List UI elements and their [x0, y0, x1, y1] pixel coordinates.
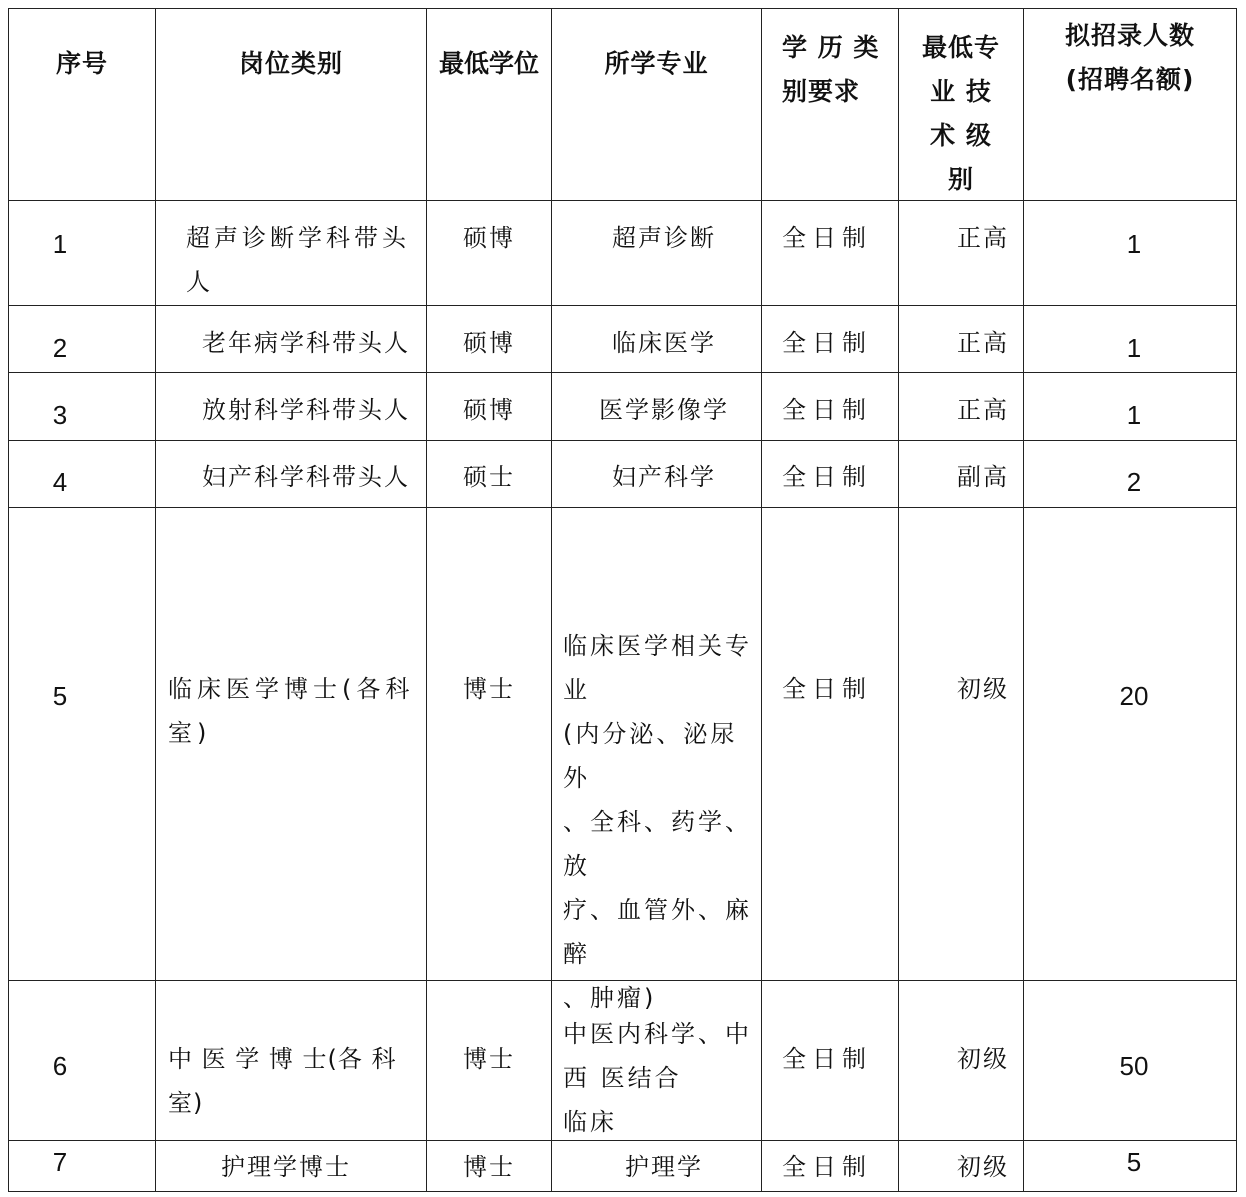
- row3-degree: 硕博: [463, 396, 515, 424]
- header-education-type: 学 历 类 别要求: [782, 33, 880, 106]
- header-tech-level: 最低专 业 技 术 级 别: [921, 33, 1000, 194]
- row7-position: 护理学博士: [221, 1153, 351, 1181]
- row2-position: 老年病学科带头人: [202, 329, 410, 357]
- header-major: 所学专业: [604, 49, 709, 78]
- row4-tech-level: 副高: [957, 463, 1009, 491]
- row7-quota: 5: [1126, 1147, 1142, 1177]
- row3-quota: 1: [1126, 400, 1142, 430]
- row1-tech-level: 正高: [957, 224, 1009, 252]
- column-divider: [551, 8, 552, 1192]
- row5-quota: 20: [1119, 681, 1149, 711]
- header-position: 岗位类别: [238, 49, 343, 78]
- row5-tech-level: 初级: [957, 675, 1009, 703]
- row5-education-type: 全日制: [782, 675, 872, 703]
- row5-index: 5: [52, 681, 68, 711]
- row4-quota: 2: [1126, 467, 1142, 497]
- row-divider: [8, 440, 1237, 441]
- column-divider: [155, 8, 156, 1192]
- row2-tech-level: 正高: [957, 329, 1009, 357]
- row7-major: 护理学: [625, 1153, 703, 1181]
- table-border-left: [8, 8, 9, 1192]
- row-divider: [8, 305, 1237, 306]
- row3-tech-level: 正高: [957, 396, 1009, 424]
- row6-index: 6: [52, 1051, 68, 1081]
- row3-position: 放射科学科带头人: [202, 396, 410, 424]
- row3-major: 医学影像学: [599, 396, 729, 424]
- table-border-bottom: [8, 1191, 1237, 1192]
- row7-index: 7: [52, 1147, 68, 1177]
- row2-major: 临床医学: [612, 329, 716, 357]
- row-divider: [8, 507, 1237, 508]
- row3-education-type: 全日制: [782, 396, 872, 424]
- row1-position: 超声诊断学科带头 人: [186, 224, 410, 296]
- row7-tech-level: 初级: [957, 1153, 1009, 1181]
- row1-education-type: 全日制: [782, 224, 872, 252]
- column-divider: [426, 8, 427, 1192]
- row6-quota: 50: [1119, 1051, 1149, 1081]
- row6-education-type: 全日制: [782, 1045, 872, 1073]
- row1-index: 1: [52, 229, 68, 259]
- row2-index: 2: [52, 333, 68, 363]
- row3-index: 3: [52, 400, 68, 430]
- row4-education-type: 全日制: [782, 463, 872, 491]
- column-divider: [1023, 8, 1024, 1192]
- row1-quota: 1: [1126, 229, 1142, 259]
- row1-major: 超声诊断: [612, 224, 716, 252]
- row6-degree: 博士: [463, 1045, 515, 1073]
- row4-position: 妇产科学科带头人: [202, 463, 410, 491]
- row7-degree: 博士: [463, 1153, 515, 1181]
- column-divider: [761, 8, 762, 1192]
- table-border-top: [8, 8, 1237, 9]
- row5-major: 临床医学相关专 业 (内分泌、泌尿外 、全科、药学、 放 疗、血管外、麻 醉 、肿瘤): [563, 632, 752, 1012]
- header-degree: 最低学位: [438, 49, 539, 78]
- row2-education-type: 全日制: [782, 329, 872, 357]
- row2-degree: 硕博: [463, 329, 515, 357]
- table-border-right: [1236, 8, 1237, 1192]
- row4-index: 4: [52, 467, 68, 497]
- row1-degree: 硕博: [463, 224, 515, 252]
- row5-position: 临床医学博士(各科 室): [168, 675, 415, 747]
- row4-major: 妇产科学: [612, 463, 716, 491]
- row-divider: [8, 200, 1237, 201]
- row6-position: 中 医 学 博 士(各 科 室): [168, 1045, 397, 1117]
- row6-major: 中医内科学、中 西 医结合 临床: [563, 1020, 752, 1136]
- row7-education-type: 全日制: [782, 1153, 872, 1181]
- header-index: 序号: [55, 49, 108, 78]
- row5-degree: 博士: [463, 675, 515, 703]
- row-divider: [8, 372, 1237, 373]
- row4-degree: 硕士: [463, 463, 515, 491]
- row6-tech-level: 初级: [957, 1045, 1009, 1073]
- header-quota: 拟招录人数 (招聘名额): [1064, 21, 1195, 94]
- row2-quota: 1: [1126, 333, 1142, 363]
